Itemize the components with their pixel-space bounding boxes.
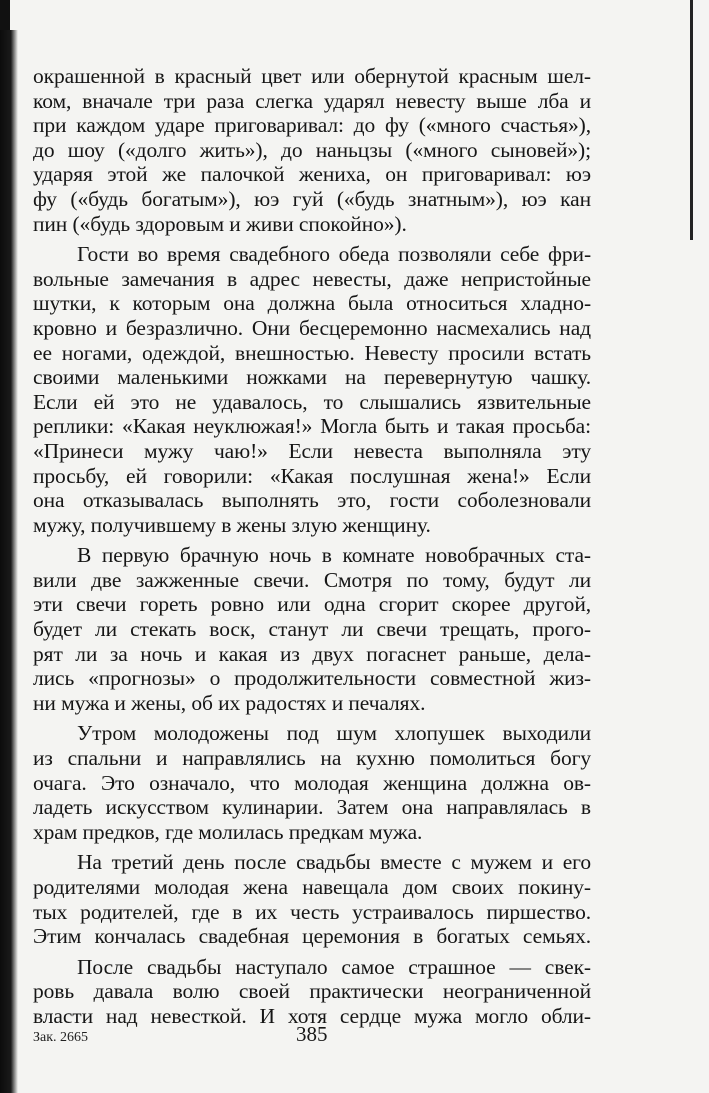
paragraph-3 [33,543,591,715]
text-line: рят ли за ночь и какая из двух погаснет раньше, дела- [33,641,591,666]
text-line: Утром молодожены под шум хлопушек выходили [77,721,591,746]
text-line: своими маленькими ножками на перевернутую чашку. [33,365,591,390]
text-line: ни мужа и жены, об их радостях и печалях. [33,690,426,715]
text-line: «Принеси мужу чаю!» Если невеста выполняла эту [33,438,591,463]
text-line: тых родителей, где в их честь устраивалось пиршество. [33,899,591,924]
text-line: ладеть искусством кулинарии. Затем она направлялась в [33,795,591,820]
text-line: После свадьбы наступало самое страшное — свек- [77,954,591,979]
text-line: вили две зажженные свечи. Смотря по тому, будут ли [33,567,591,592]
text-line: Гости во время свадебного обеда позволяли себе фри- [77,242,591,267]
text-line: В первую брачную ночь в комнате новобрачных ста- [77,543,591,568]
page-number: 385 [296,1022,328,1046]
paragraph-1 [33,64,591,236]
text-line: вольные замечания в адрес невесты, даже непристойные [33,266,591,291]
text-line: до шоу («долго жить»), до наньцзы («много сыновей»); [33,137,591,162]
scan-edge-mark [690,0,693,240]
paragraph-5 [33,850,591,948]
body-text [33,64,591,1029]
text-line: Этим кончалась свадебная церемония в богатых семьях. [33,924,591,949]
text-line: она отказывалась выполнять это, гости соболезновали [33,488,591,513]
paragraph-2 [33,242,591,537]
text-line: родителями молодая жена навещала дом своих покину- [33,875,591,899]
text-line: эти свечи гореть ровно или одна сгорит скорее другой, [33,592,591,617]
text-line: храм предков, где молилась предкам мужа. [33,819,423,844]
text-line: при каждом ударе приговаривал: до фу («много счастья»), [33,113,591,138]
text-line: пин («будь здоровым и живи спокойно»). [33,211,407,236]
text-line: ком, вначале три раза слегка ударял невесту выше лба и [33,88,591,113]
text-line: ее ногами, одеждой, внешностью. Невесту просили встать [33,340,591,365]
text-line: окрашенной в красный цвет или обернутой красным шел- [33,64,591,88]
text-line: фу («будь богатым»), юэ гуй («будь знатным»), юэ кан [33,186,591,211]
text-line: шутки, к которым она должна была относиться хладно- [33,291,591,316]
text-line: реплики: «Какая неуклюжая!» Могла быть и такая просьба: [33,414,591,439]
text-line: просьбу, ей говорили: «Какая послушная жена!» Если [33,463,591,488]
text-line: лись «прогнозы» о продолжительности совместной жиз- [33,666,591,691]
print-order-code: Зак. 2665 [33,1030,89,1045]
text-line: мужу, получившему в жены злую женщину. [33,512,431,537]
text-line: власти над невесткой. И хотя сердце мужа могло обли- [33,1003,591,1028]
paragraph-4 [33,721,591,844]
text-line: очага. Это означало, что молодая женщина должна ов- [33,770,591,795]
text-line: из спальни и направлялись на кухню помолиться богу [33,746,591,771]
text-line: будет ли стекать воск, станут ли свечи трещать, прого- [33,617,591,642]
page-gutter-shadow [0,30,18,1093]
text-line: ударяя этой же палочкой жениха, он приговаривал: юэ [33,162,591,187]
text-line: кровно и безразлично. Они бесцеремонно насмехались над [33,315,591,340]
paragraph-6 [33,955,591,1029]
text-line: На третий день после свадьбы вместе с мужем и его [77,850,591,875]
text-line: ровь давала волю своей практически неограниченной [33,979,591,1004]
text-line: Если ей это не удавалось, то слышались язвительные [33,389,591,414]
